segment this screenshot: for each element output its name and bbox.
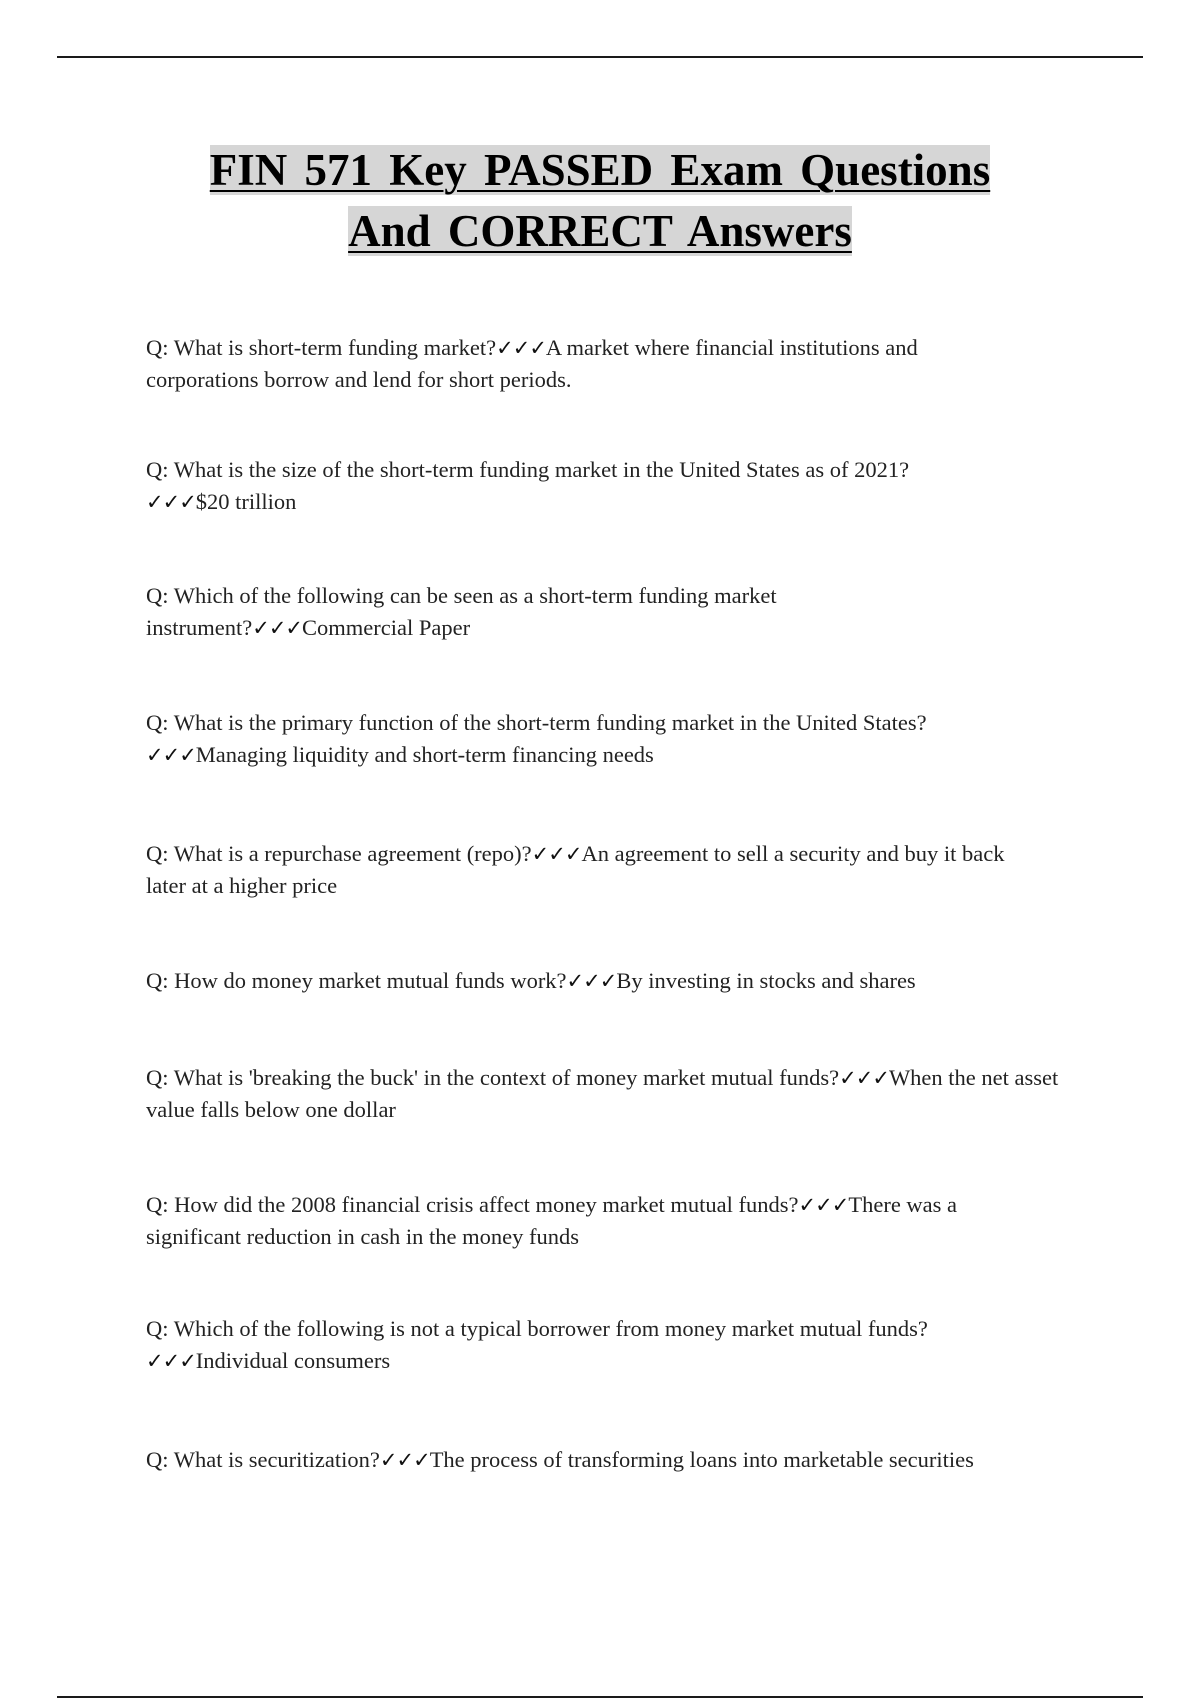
document-title [0, 140, 1200, 262]
check-marks-icon: ✓✓✓ [379, 1448, 430, 1472]
question-text: Q: What is a repurchase agreement (repo)? [146, 841, 532, 866]
question-text: Q: How do money market mutual funds work? [146, 968, 567, 993]
qa-item-1 [146, 332, 996, 396]
check-marks-icon: ✓✓✓ [146, 1349, 196, 1373]
question-text: Q: What is the primary function of the short-term funding market in the United States? [146, 710, 927, 735]
answer-text: Commercial Paper [302, 615, 471, 640]
check-marks-icon: ✓✓✓ [566, 969, 617, 993]
qa-item-8 [146, 1189, 1046, 1253]
qa-item-6 [146, 965, 1066, 997]
answer-text: An agreement to sell a security and buy it back later at a higher price [146, 841, 1005, 898]
question-text: Q: What is short-term funding market? [146, 335, 497, 360]
qa-item-9 [146, 1313, 946, 1377]
qa-item-10 [146, 1444, 1086, 1476]
answer-text: Managing liquidity and short-term financing needs [195, 742, 654, 767]
answer-text: The process of transforming loans into marketable securities [429, 1447, 974, 1472]
question-text: Q: Which of the following can be seen as a short-term funding market instrument? [146, 583, 777, 640]
answer-text: By investing in stocks and shares [616, 968, 916, 993]
answer-text: $20 trillion [195, 489, 297, 514]
answer-text: There was a significant reduction in cash in the money funds [146, 1192, 958, 1249]
check-marks-icon: ✓✓✓ [531, 842, 582, 866]
question-text: Q: What is the size of the short-term funding market in the United States as of 2021? [146, 457, 910, 482]
check-marks-icon: ✓✓✓ [252, 616, 303, 640]
answer-text: Individual consumers [195, 1348, 391, 1373]
question-text: Q: Which of the following is not a typical borrower from money market mutual funds? [146, 1316, 928, 1341]
question-text: Q: What is 'breaking the buck' in the context of money market mutual funds? [146, 1065, 840, 1090]
check-marks-icon: ✓✓✓ [146, 743, 196, 767]
qa-item-3 [146, 580, 881, 644]
title-line-2: And CORRECT Answers [348, 206, 852, 256]
question-text: Q: How did the 2008 financial crisis affect money market mutual funds? [146, 1192, 799, 1217]
qa-item-5 [146, 838, 1046, 902]
check-marks-icon: ✓✓✓ [798, 1193, 849, 1217]
answer-text: A market where financial institutions and corporations borrow and lend for short periods. [146, 335, 918, 392]
top-rule [57, 56, 1143, 58]
check-marks-icon: ✓✓✓ [496, 336, 546, 360]
qa-item-2 [146, 454, 946, 518]
question-text: Q: What is securitization? [146, 1447, 380, 1472]
qa-item-4 [146, 707, 946, 771]
check-marks-icon: ✓✓✓ [839, 1066, 889, 1090]
answer-text: When the net asset value falls below one dollar [146, 1065, 1059, 1122]
check-marks-icon: ✓✓✓ [146, 490, 196, 514]
bottom-rule [57, 1696, 1143, 1698]
title-line-1: FIN 571 Key PASSED Exam Questions [209, 145, 991, 195]
qa-item-7 [146, 1062, 1061, 1126]
